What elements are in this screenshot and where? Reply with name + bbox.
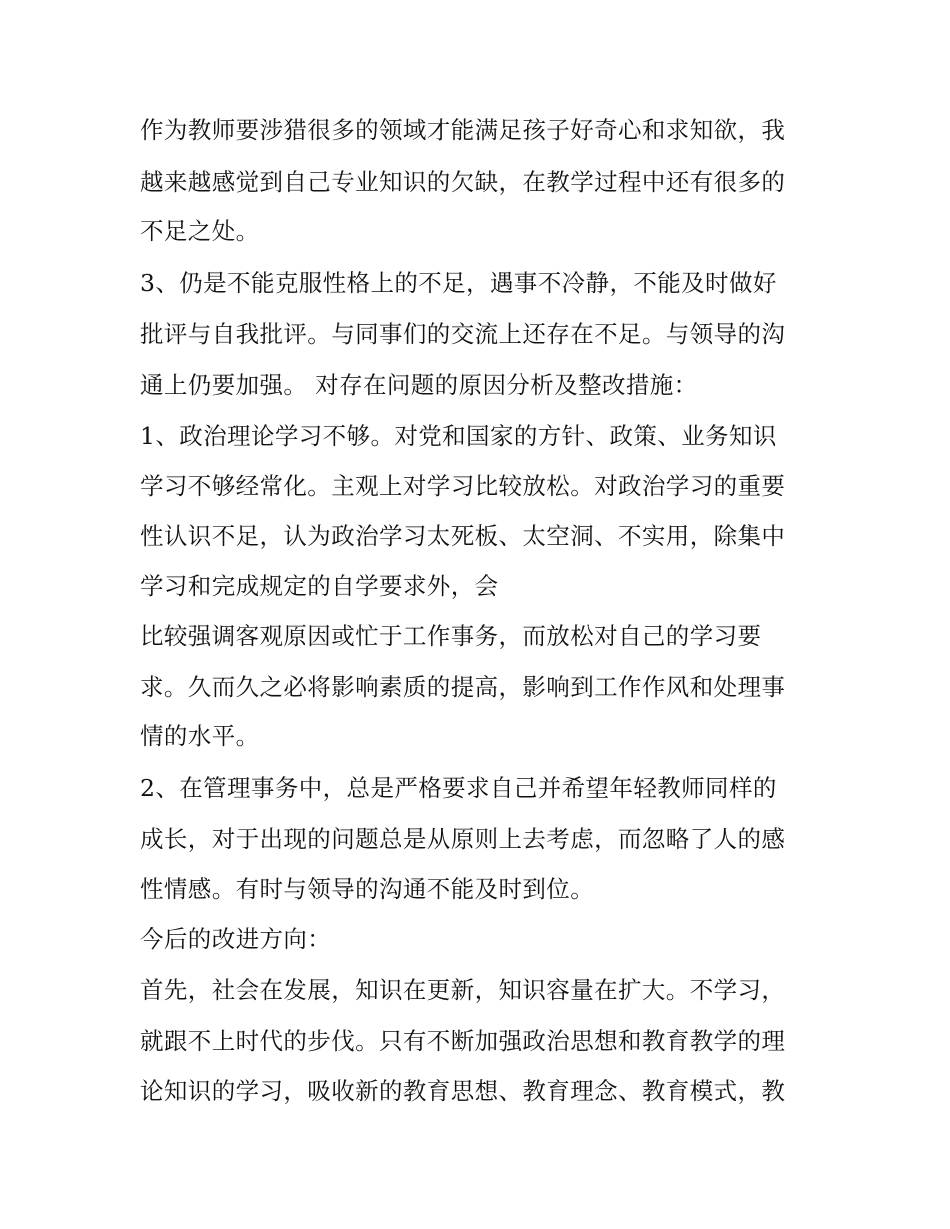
text-line: 作为教师要涉猎很多的领域才能满足孩子好奇心和求知欲，我 xyxy=(140,116,786,144)
text-line: 首先，社会在发展，知识在更新，知识容量在扩大。不学习， xyxy=(140,976,786,1004)
text-line: 学习和完成规定的自学要求外，会 xyxy=(140,572,499,600)
text-line: 求。久而久之必将影响素质的提高，影响到工作作风和处理事 xyxy=(140,673,786,701)
text-line: 学习不够经常化。主观上对学习比较放松。对政治学习的重要 xyxy=(140,472,786,500)
text-line: 批评与自我批评。与同事们的交流上还存在不足。与领导的沟 xyxy=(140,320,786,348)
text-line: 越来越感觉到自己专业知识的欠缺，在教学过程中还有很多的 xyxy=(140,168,786,196)
text-line: 3、仍是不能克服性格上的不足，遇事不冷静，不能及时做好 xyxy=(140,269,777,297)
text-line: 就跟不上时代的步伐。只有不断加强政治思想和教育教学的理 xyxy=(140,1027,786,1055)
text-line: 1、政治理论学习不够。对党和国家的方针、政策、业务知识 xyxy=(140,422,777,450)
text-line: 论知识的学习，吸收新的教育思想、教育理念、教育模式，教 xyxy=(140,1077,786,1105)
text-line: 情的水平。 xyxy=(140,722,260,750)
text-line: 比较强调客观原因或忙于工作事务，而放松对自己的学习要 xyxy=(140,622,762,650)
text-line: 2、在管理事务中，总是严格要求自己并希望年轻教师同样的 xyxy=(140,774,777,802)
text-line: 通上仍要加强。 对存在问题的原因分析及整改措施： xyxy=(140,371,698,399)
text-line: 性情感。有时与领导的沟通不能及时到位。 xyxy=(140,875,595,903)
text-line: 成长，对于出现的问题总是从原则上去考虑，而忽略了人的感 xyxy=(140,825,786,853)
text-line: 今后的改进方向： xyxy=(140,925,332,953)
text-line: 性认识不足，认为政治学习太死板、太空洞、不实用，除集中 xyxy=(140,522,786,550)
text-line: 不足之处。 xyxy=(140,217,260,245)
